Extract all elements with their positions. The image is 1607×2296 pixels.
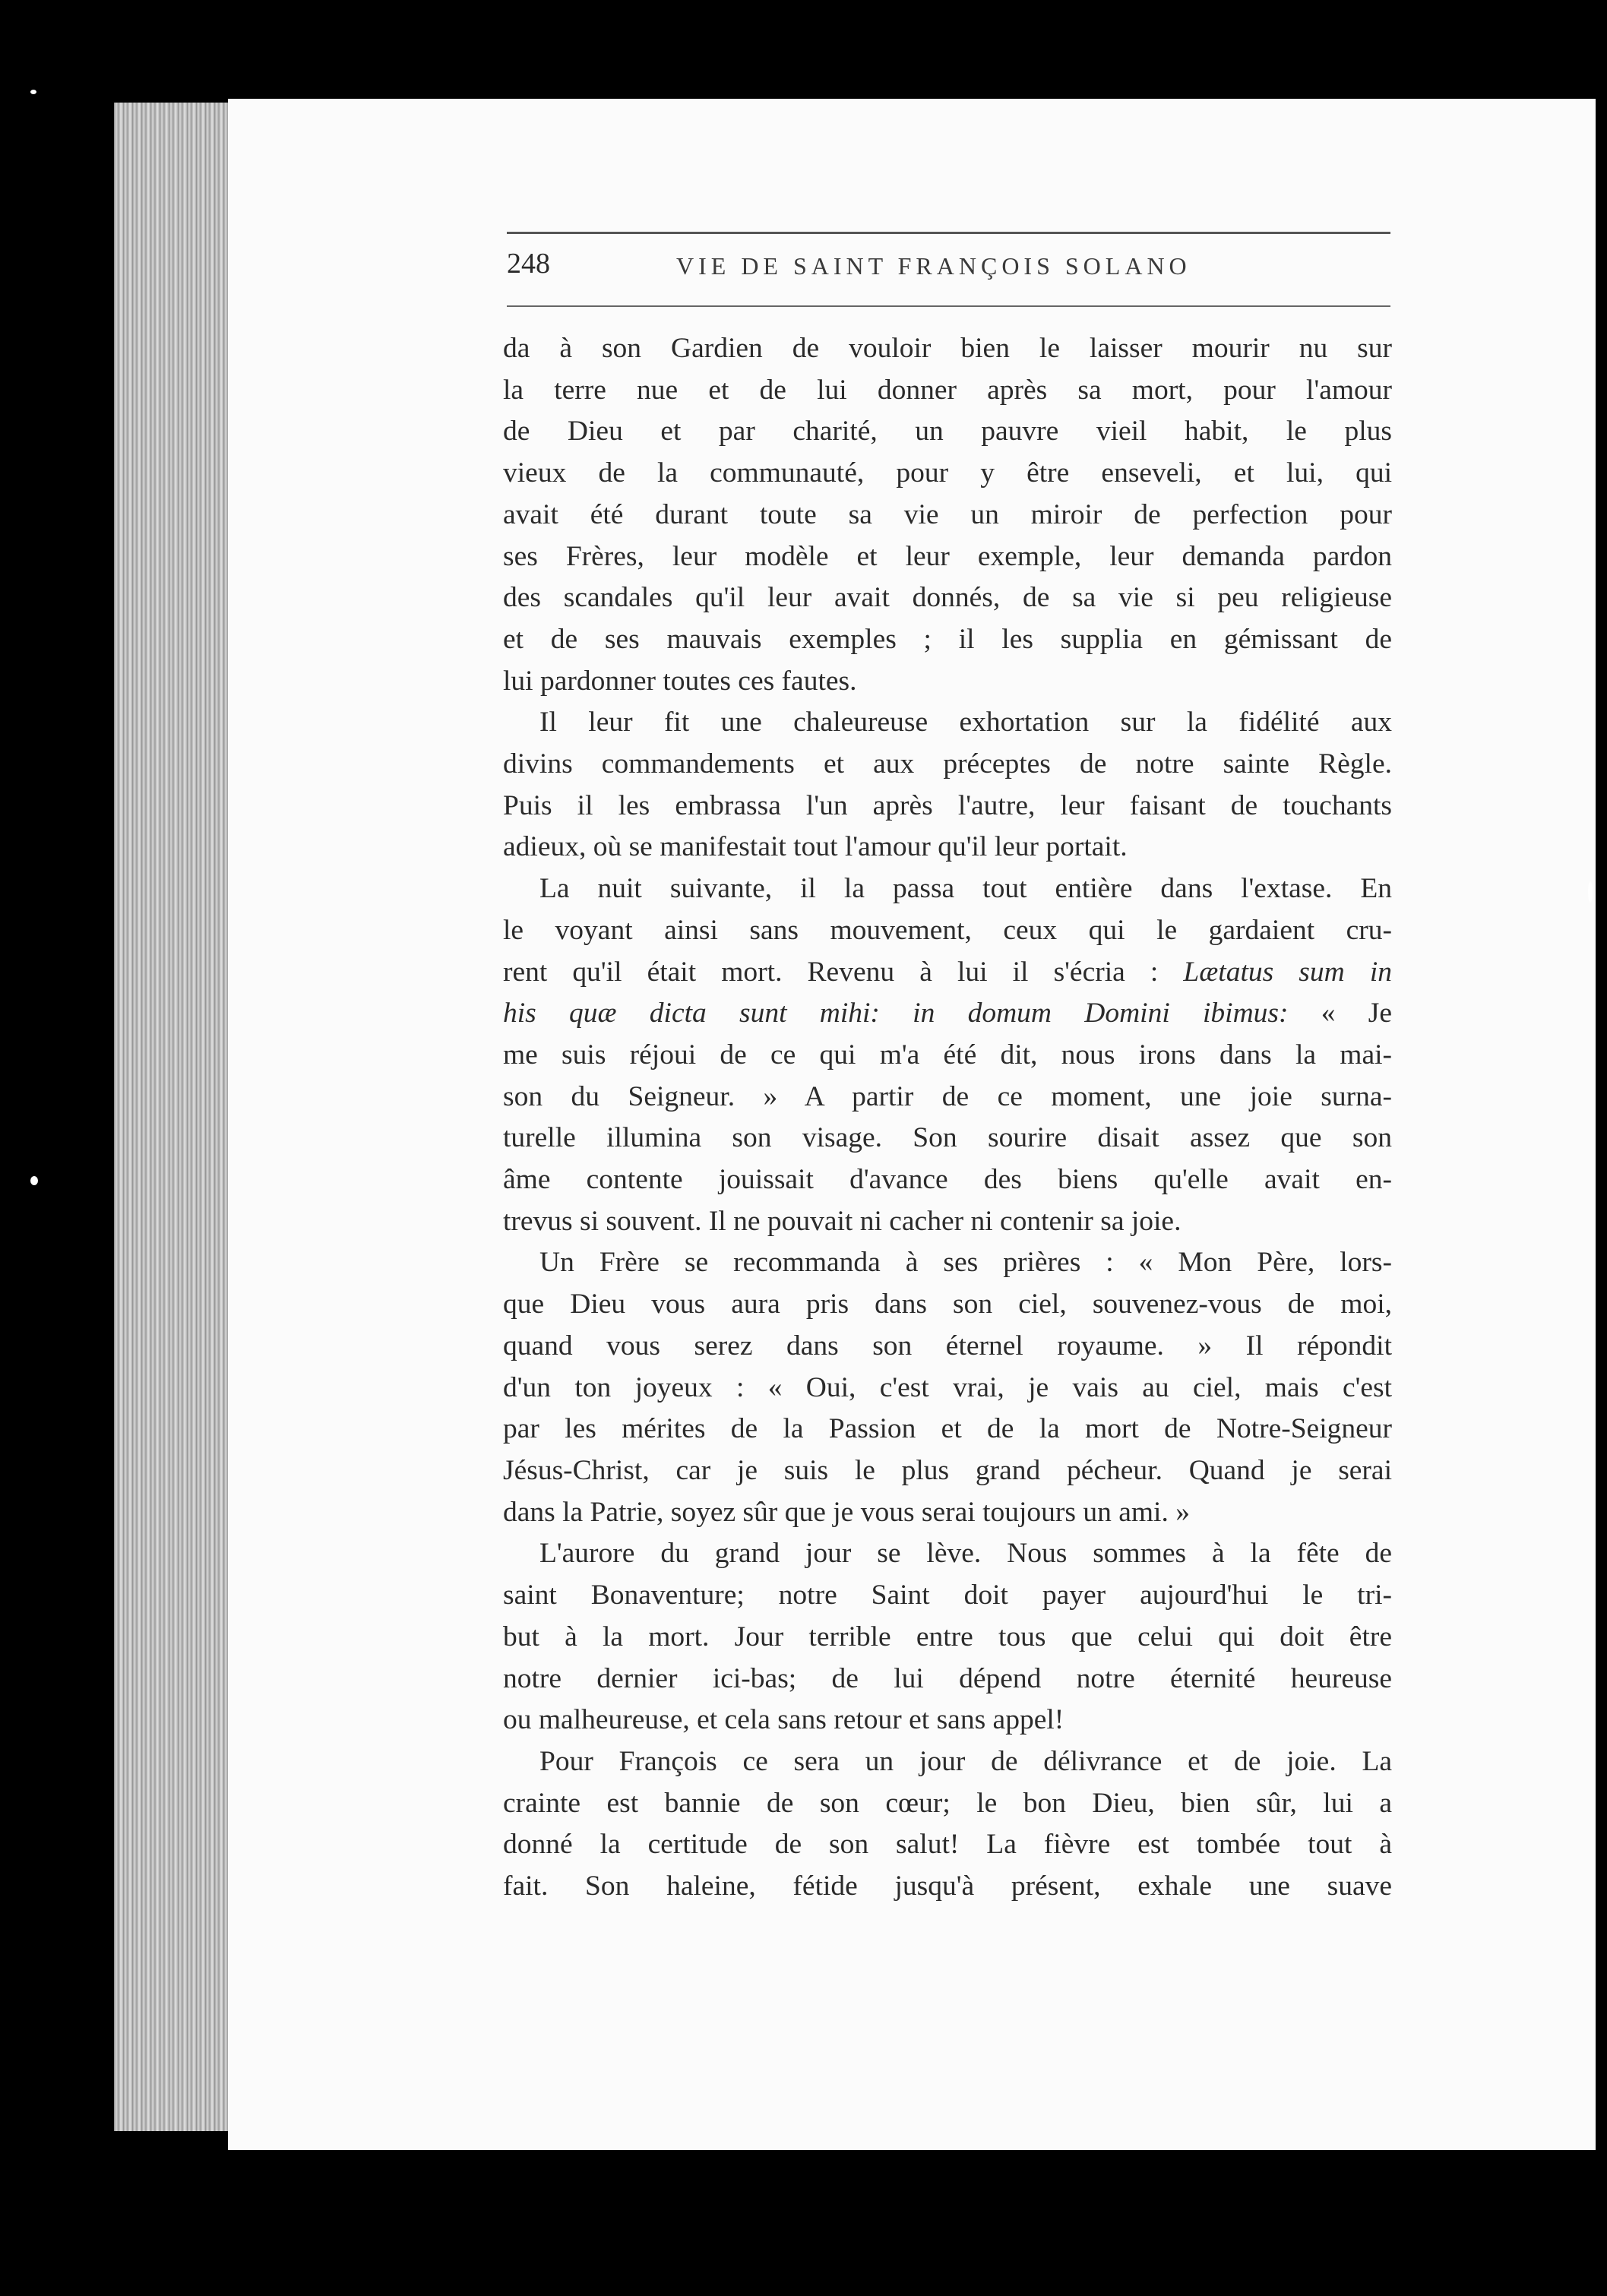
text-line: âme contente jouissait d'avance des biens qu'elle avait en-	[503, 1164, 1392, 1196]
text-line: but à la mort. Jour terrible entre tous que celui qui doit être	[503, 1621, 1392, 1652]
text-line: adieux, où se manifestait tout l'amour qu'il leur portait.	[503, 831, 1128, 863]
text-line: de Dieu et par charité, un pauvre vieil habit, le plus	[503, 416, 1392, 447]
book-page-edges	[114, 103, 243, 2131]
running-head: VIE DE SAINT FRANÇOIS SOLANO	[676, 252, 1191, 280]
page-number: 248	[507, 248, 550, 280]
header-rule-top	[507, 232, 1390, 234]
text-line: Pour François ce sera un jour de délivrance et de joie. La	[539, 1745, 1392, 1777]
text-line: turelle illumina son visage. Son sourire disait assez que son	[503, 1122, 1392, 1154]
header-rule-bottom	[507, 305, 1390, 307]
text-line: Jésus-Christ, car je suis le plus grand pécheur. Quand je serai	[503, 1454, 1392, 1486]
text-line: da à son Gardien de vouloir bien le laisser mourir nu sur	[503, 333, 1392, 364]
body-text	[503, 328, 1392, 1908]
text-line: avait été durant toute sa vie un miroir de perfection pour	[503, 498, 1392, 530]
text-line: crainte est bannie de son cœur; le bon Dieu, bien sûr, lui a	[503, 1787, 1392, 1819]
latin-quote: his quæ dicta sunt mihi: in domum Domini ibimus:	[503, 998, 1289, 1029]
text-line: que Dieu vous aura pris dans son ciel, souvenez-vous de moi,	[503, 1289, 1392, 1320]
text-line: notre dernier ici-bas; de lui dépend notre éternité heureuse	[503, 1662, 1392, 1694]
text-line: ses Frères, leur modèle et leur exemple, leur demanda pardon	[503, 540, 1392, 572]
scan-speck	[30, 90, 36, 94]
text-segment: « Je	[1321, 998, 1392, 1029]
text-line: et de ses mauvais exemples ; il les supplia en gémissant de	[503, 623, 1392, 655]
text-line: Il leur fit une chaleureuse exhortation sur la fidélité aux	[539, 707, 1392, 738]
text-line: son du Seigneur. » A partir de ce moment, une joie surna-	[503, 1080, 1392, 1112]
text-line: Un Frère se recommanda à ses prières : « Mon Père, lors-	[539, 1247, 1392, 1279]
text-line: L'aurore du grand jour se lève. Nous sommes à la fête de	[539, 1538, 1392, 1570]
text-segment: rent qu'il était mort. Revenu à lui il s'écria :	[503, 956, 1159, 988]
text-line: La nuit suivante, il la passa tout entière dans l'extase. En	[539, 873, 1392, 905]
scan-speck	[30, 1176, 38, 1185]
text-line: Puis il les embrassa l'un après l'autre, leur faisant de touchants	[503, 789, 1392, 821]
text-line: d'un ton joyeux : « Oui, c'est vrai, je vais au ciel, mais c'est	[503, 1371, 1392, 1403]
text-line	[503, 993, 1392, 1035]
text-line: lui pardonner toutes ces fautes.	[503, 665, 857, 697]
text-line: par les mérites de la Passion et de la mort de Notre-Seigneur	[503, 1413, 1392, 1445]
text-line: le voyant ainsi sans mouvement, ceux qui le gardaient cru-	[503, 914, 1392, 946]
text-line: divins commandements et aux préceptes de notre sainte Règle.	[503, 748, 1392, 780]
text-line: vieux de la communauté, pour y être enseveli, et lui, qui	[503, 457, 1392, 489]
text-line: la terre nue et de lui donner après sa mort, pour l'amour	[503, 374, 1392, 406]
text-line: fait. Son haleine, fétide jusqu'à présent, exhale une suave	[503, 1871, 1392, 1902]
text-line: ou malheureuse, et cela sans retour et sans appel!	[503, 1704, 1064, 1736]
text-line	[503, 952, 1392, 994]
text-line: des scandales qu'il leur avait donnés, de sa vie si peu religieuse	[503, 582, 1392, 614]
text-line: trevus si souvent. Il ne pouvait ni cacher ni contenir sa joie.	[503, 1205, 1182, 1237]
text-line: donné la certitude de son salut! La fièvre est tombée tout à	[503, 1829, 1392, 1861]
text-line: me suis réjoui de ce qui m'a été dit, nous irons dans la mai-	[503, 1039, 1392, 1071]
text-line: saint Bonaventure; notre Saint doit payer aujourd'hui le tri-	[503, 1580, 1392, 1611]
scan-speck	[1588, 881, 1593, 903]
latin-quote: Lætatus sum in	[1183, 956, 1392, 988]
text-line: dans la Patrie, soyez sûr que je vous serai toujours un ami. »	[503, 1496, 1190, 1528]
text-line: quand vous serez dans son éternel royaume. » Il répondit	[503, 1330, 1392, 1361]
